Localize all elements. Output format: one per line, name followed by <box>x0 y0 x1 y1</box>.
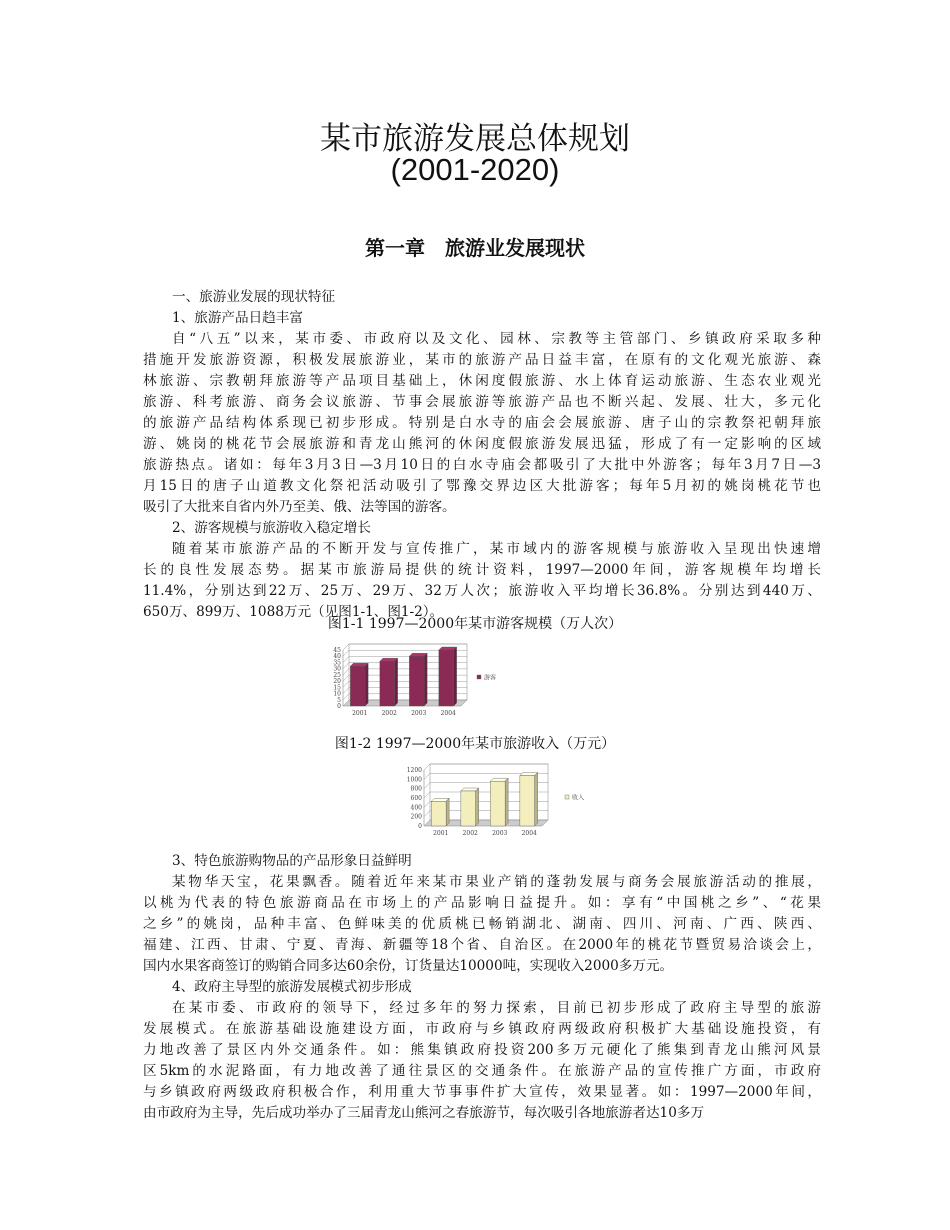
y-tick-label: 40 <box>333 653 341 661</box>
y-tick-label: 45 <box>333 647 341 654</box>
y-tick-label: 0 <box>418 823 422 830</box>
section-1-text <box>143 287 821 623</box>
y-tick-label: 400 <box>410 804 422 812</box>
paragraph-line: 月15日的唐子山道教文化祭祀活动吸引了鄂豫交界边区大批游客；每年5月初的姚岗桃花节也 <box>143 478 821 494</box>
y-tick-label: 15 <box>333 684 341 692</box>
bar <box>439 650 454 706</box>
heading-products-rich: 1、旅游产品日趋丰富 <box>172 310 303 326</box>
paragraph-line: 长的良性发展态势。据某市旅游局提供的统计资料，1997—2000年间，游客规模年均增长 <box>143 562 821 578</box>
paragraph-government-led <box>143 998 821 1124</box>
y-tick-label: 1000 <box>406 776 422 784</box>
paragraph-line: 林旅游、宗教朝拜旅游等产品项目基础上，休闲度假旅游、水上体育运动旅游、生态农业观光 <box>143 373 821 389</box>
x-tick-label: 2001 <box>433 830 449 837</box>
paragraph-line: 650万、899万、1088万元（见图1-1、图1-2）。 <box>143 604 444 620</box>
x-tick-label: 2001 <box>352 710 368 717</box>
legend-label: 游客 <box>484 674 497 682</box>
x-tick-label: 2004 <box>521 830 537 837</box>
document-subtitle-years: (2001-2020) <box>390 152 560 187</box>
section-2-text <box>143 851 821 1124</box>
bar <box>409 656 424 706</box>
legend-swatch <box>565 795 569 799</box>
bar <box>380 661 395 706</box>
paragraph-line: 自“八五”以来，某市委、市政府以及文化、园林、宗教等主管部门、乡镇政府采取多种 <box>172 331 821 347</box>
bar-side <box>535 773 538 826</box>
paragraph-line: 力地改善了景区内外交通条件。如：熊集镇政府投资200多万元硬化了熊集到青龙山熊河风景 <box>143 1042 821 1058</box>
paragraph-line: 国内水果客商签订的购销合同多达60余份，订货量达10000吨，实现收入2000多万元。 <box>143 958 674 974</box>
x-tick-label: 2004 <box>440 710 456 717</box>
y-tick-label: 600 <box>410 795 422 802</box>
bar-side <box>454 647 457 706</box>
bar <box>431 801 446 826</box>
y-tick-label: 5 <box>337 696 341 704</box>
legend-swatch <box>477 675 481 679</box>
bar <box>461 791 476 826</box>
paragraph-shopping-products <box>143 872 821 977</box>
paragraph-line: 之乡”的姚岗，品种丰富、色鲜味美的优质桃已畅销湖北、湖南、四川、河南、广西、陕西、 <box>143 916 821 932</box>
bar <box>490 781 505 826</box>
y-tick-label: 10 <box>333 690 341 698</box>
paragraph-line: 旅游、科考旅游、商务会议旅游、节事会展旅游等旅游产品也不断兴起、发展、壮大，多元化 <box>143 394 821 410</box>
paragraph-products <box>143 329 821 518</box>
bar-side <box>365 663 368 706</box>
y-tick-label: 20 <box>333 678 341 686</box>
heading-current-features: 一、旅游业发展的现状特征 <box>172 289 336 305</box>
legend-label: 收入 <box>572 794 585 802</box>
y-tick-label: 35 <box>333 659 341 667</box>
paragraph-line: 旅游热点。诸如：每年3月3日—3月10日的白水寺庙会都吸引了大批中外游客；每年3月7日—3 <box>143 457 821 473</box>
paragraph-line: 由市政府为主导，先后成功举办了三届青龙山熊河之春旅游节，每次吸引各地旅游者达10多万 <box>143 1105 705 1121</box>
y-tick-label: 25 <box>333 671 341 679</box>
paragraph-line: 11.4%，分别达到22万、25万、29万、32万人次；旅游收入平均增长36.8%。分别达到440万、 <box>143 583 821 599</box>
paragraph-line: 的旅游产品结构体系现已初步形成。特别是白水寺的庙会会展旅游、唐子山的宗教祭祀朝拜旅 <box>143 415 821 431</box>
paragraph-line: 某物华天宝，花果飘香。随着近年来某市果业产销的蓬勃发展与商务会展旅游活动的推展， <box>172 874 821 890</box>
figure-1-caption: 图1-1 1997—2000年某市游客规模（万人次） <box>327 616 623 632</box>
x-tick-label: 2002 <box>381 710 397 717</box>
bar <box>350 666 365 706</box>
bar-side <box>505 778 508 826</box>
figure-2-caption: 图1-2 1997—2000年某市旅游收入（万元） <box>334 736 616 752</box>
x-tick-label: 2003 <box>411 710 427 717</box>
y-tick-label: 1200 <box>406 767 422 774</box>
chapter-heading: 第一章 旅游业发展现状 <box>365 236 585 260</box>
document-title: 某市旅游发展总体规划 <box>320 121 630 157</box>
bar <box>520 776 535 826</box>
x-tick-label: 2003 <box>492 830 508 837</box>
y-tick-label: 800 <box>410 785 422 793</box>
paragraph-line: 在某市委、市政府的领导下，经过多年的努力探索，目前已初步形成了政府主导型的旅游 <box>172 1000 821 1016</box>
y-tick-label: 200 <box>410 813 422 821</box>
y-tick-label: 30 <box>333 665 341 673</box>
x-tick-label: 2002 <box>462 830 478 837</box>
y-tick-label: 0 <box>337 703 341 710</box>
paragraph-line: 发展模式。在旅游基础设施建设方面，市政府与乡镇政府两级政府积极扩大基础设施投资，有 <box>143 1021 821 1037</box>
paragraph-line: 措施开发旅游资源，积极发展旅游业，某市的旅游产品日益丰富，在原有的文化观光旅游、森 <box>143 352 821 368</box>
paragraph-line: 区5km的水泥路面，有力地改善了通往景区的交通条件。在旅游产品的宣传推广方面，市政府 <box>143 1063 821 1079</box>
tourism-income-chart <box>400 763 615 843</box>
paragraph-line: 以桃为代表的特色旅游商品在市场上的产品影响日益提升。如：享有“中国桃之乡”、“花果 <box>143 895 821 911</box>
visitor-scale-chart <box>325 643 625 723</box>
bar-side <box>446 798 449 826</box>
paragraph-line: 随着某市旅游产品的不断开发与宣传推广，某市域内的游客规模与旅游收入呈现出快速增 <box>172 541 821 557</box>
paragraph-line: 福建、江西、甘肃、宁夏、青海、新疆等18个省、自治区。在2000年的桃花节暨贸易洽谈会上， <box>143 937 821 953</box>
heading-shopping-products: 3、特色旅游购物品的产品形象日益鲜明 <box>172 853 412 869</box>
bar-side <box>476 788 479 826</box>
paragraph-line: 游、姚岗的桃花节会展旅游和青龙山熊河的休闲度假旅游发展迅猛，形成了有一定影响的区域 <box>143 436 821 452</box>
heading-government-led: 4、政府主导型的旅游发展模式初步形成 <box>172 979 412 995</box>
bar-side <box>395 658 398 706</box>
heading-visitor-growth: 2、游客规模与旅游收入稳定增长 <box>172 520 371 536</box>
paragraph-visitor-growth <box>143 539 821 623</box>
bar-side <box>424 653 427 706</box>
paragraph-line: 吸引了大批来自省内外乃至美、俄、法等国的游客。 <box>143 499 456 515</box>
paragraph-line: 与乡镇政府两级政府积极合作，利用重大节事事件扩大宣传，效果显著。如：1997—2000年间， <box>143 1084 821 1100</box>
